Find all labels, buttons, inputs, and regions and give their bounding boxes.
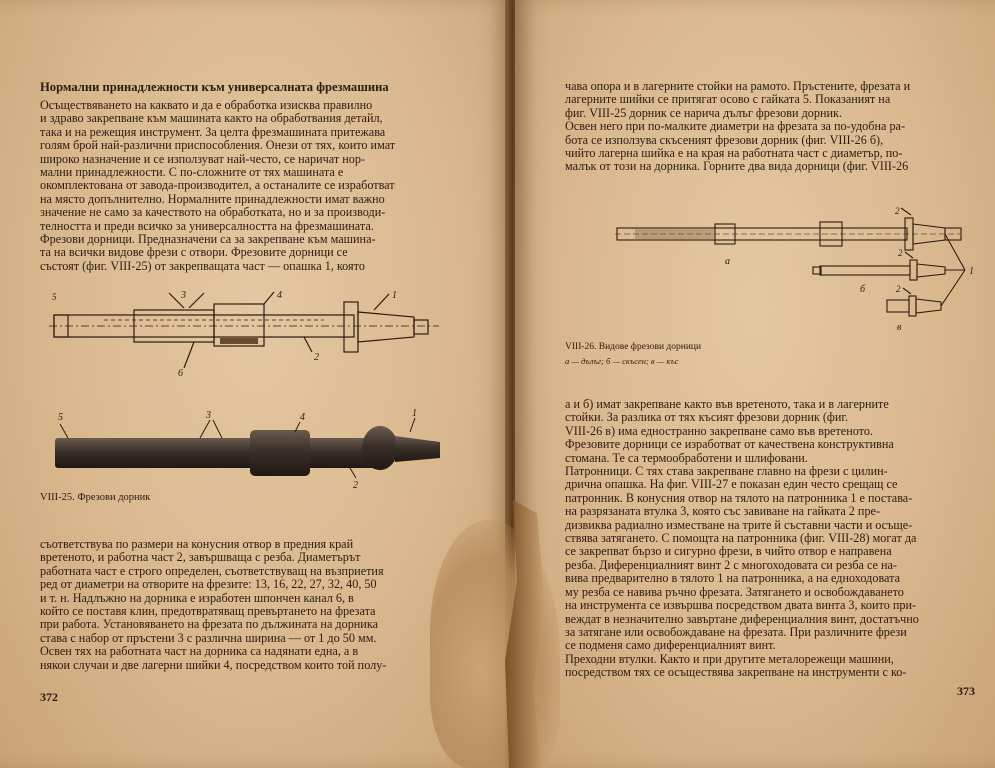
text-line: окомплектована от завода-производител, а останалите се изработват: [40, 179, 395, 193]
text-line: на място допълнително. Нормалните принадлежности имат важно: [40, 192, 385, 206]
text-line: лагерните шийки се притягат осово с гайката 5. Показаният на: [565, 93, 891, 107]
fig25-photo-label-3: 3: [206, 410, 211, 421]
text-line: дизвиква радиално изместване на трите й съставни части и осъще-: [565, 518, 913, 532]
text-line: и т. н. Надлъжно на дорника е изработен шпончен канал 6, в: [40, 591, 354, 605]
text-line: съответствува по размери на конусния отвор в предния край: [40, 538, 354, 551]
fig25-photo-label-2: 2: [353, 480, 358, 491]
text-line: посредством тях се осъществява закрепване на инструменти с ко-: [565, 666, 907, 680]
right-page: [515, 0, 995, 768]
text-line: състоят (фиг. VIII-25) от закрепващата част — опашка 1, която: [40, 259, 365, 273]
text-line: веждат в незначително завъртане диференциалния винт, достатъчно: [565, 612, 919, 626]
text-line: чийто лагерна шийка е на края на работната част с диаметър, по-: [565, 147, 903, 161]
text-line: та на всички видове фрези с отвори. Фрезовите дорници се: [40, 246, 348, 260]
fig25-photo-label-5: 5: [58, 412, 63, 423]
fig26-label-2a: 2: [895, 206, 900, 216]
text-line: чава опора и в лагерните стойки на рамото. Пръстените, фрезата и: [565, 80, 911, 93]
left-text-bottom: [40, 538, 466, 672]
fig26-label-a: а: [725, 256, 730, 267]
text-line: се подменя само диференциалният винт.: [565, 639, 776, 653]
text-line: Преходни втулки. Както и при другите металорежещи машини,: [565, 652, 894, 666]
fig25-photo-label-1: 1: [412, 408, 417, 419]
text-line: патронник. В конусния отвор на тялото на патронника 1 е постава-: [565, 491, 913, 505]
left-text-top: [40, 99, 460, 273]
text-line: VIII-26 в) има едностранно закрепване само във вретеното.: [565, 424, 873, 438]
fig26-label-2b: 2: [898, 248, 903, 258]
text-line: бота се използува скъсеният фрезови дорник (фиг. VIII-26 б),: [565, 133, 884, 147]
short-arbor: [887, 300, 909, 312]
text-line: за затягане или освобождаване на фрезата. При различните фрези: [565, 625, 907, 639]
fig25-label-5: 5: [52, 292, 57, 302]
text-line: резба. Диференциалният винт 2 с многоходовата си резба се на-: [565, 558, 897, 572]
shortened-arbor: [820, 266, 910, 275]
figure-viii-25-drawing: [44, 290, 464, 390]
text-line: стойки. За разлика от тях късият фрезови дорник (фиг.: [565, 411, 849, 425]
text-line: Освен тях на работната част на дорника са надянати една, а в: [40, 645, 359, 659]
text-line: работната част е строго определен, съответствуващ на възприетия: [40, 564, 384, 578]
right-text-top: [565, 80, 985, 174]
page-number-right: 373: [957, 684, 975, 698]
text-line: голям брой най-различни приспособления. Онези от тях, които имат: [40, 139, 396, 153]
text-line: Фрезови дорници. Предназначени са за закрепване към машина-: [40, 233, 376, 247]
figure-viii-26-subcaption: а — дълъг; б — скъсен; в — къс: [565, 356, 679, 366]
text-line: при работа. Установяването на фрезата по дължината на дорника: [40, 618, 378, 632]
figure-viii-26-drawing: [615, 206, 985, 333]
text-line: му резба се навива ръчно фрезата. Затягането и освобождаването: [565, 585, 904, 599]
text-line: вретеното, и работна част 2, завършваща с резба. Диаметърът: [40, 551, 361, 565]
text-line: ред от диаметри на отворите на фрезите: 13, 16, 22, 27, 32, 40, 50: [40, 578, 377, 592]
right-text-bottom: [565, 398, 985, 680]
page-number-left: 372: [40, 690, 58, 704]
text-line: дрична опашка. На фиг. VIII-27 е показан един често срещащ се: [565, 478, 898, 492]
text-line: който се поставя клин, предотвратяващ превъртането на фрезата: [40, 605, 376, 619]
text-line: става с набор от пръстени 3 с различна ширина — от 1 до 50 мм.: [40, 631, 377, 645]
text-line: значение не само за качеството на обработката, но и за производи-: [40, 206, 386, 220]
fig26-label-b: б: [860, 284, 866, 295]
text-line: така и на режещия инструмент. За целта фрезмашината притежава: [40, 125, 386, 139]
text-line: мални принадлежности. С по-сложните от тях машината е: [40, 166, 344, 180]
text-line: Освен него при по-малките диаметри на фрезата за по-удобна ра-: [565, 120, 906, 134]
text-line: и здраво закрепване към машината както на обработвания детайл,: [40, 112, 383, 126]
text-line: на инструмента се извършва посредством двата винта 3, които при-: [565, 599, 917, 613]
fig25-label-2: 2: [314, 352, 319, 363]
text-line: някои случаи и две лагерни шийки 4, посредством които той полу-: [40, 658, 387, 672]
text-line: вива предварително в тялото 1 на патронника, а на едноходовата: [565, 572, 901, 586]
fig25-label-6: 6: [178, 368, 183, 379]
text-line: фиг. VIII-25 дорник се нарича дълъг фрезови дорник.: [565, 106, 842, 120]
fig25-label-3: 3: [181, 290, 186, 301]
text-line: Фрезовите дорници се изработват от качествена конструктивна: [565, 438, 894, 452]
section-heading: Нормални принадлежности към универсалната фрезмашина: [40, 80, 389, 94]
fig25-label-1: 1: [392, 290, 397, 301]
fig25-photo-label-4: 4: [300, 412, 305, 423]
text-line: на разрязаната втулка 3, която със завиване на гайката 2 пре-: [565, 505, 881, 519]
text-line: Патронници. С тях става закрепване главно на фрези с цилин-: [565, 465, 888, 479]
text-line: се закрепват бързо и сигурно фрези, в чийто отвор е направена: [565, 545, 892, 559]
figure-viii-25-photo: [50, 402, 450, 492]
fig26-label-2c: 2: [896, 284, 901, 294]
figure-viii-26-caption: VIII-26. Видове фрезови дорници: [565, 342, 702, 352]
fig26-label-1: 1: [969, 266, 974, 277]
text-line: ствява затягането. С помощта на патронника (фиг. VIII-28) могат да: [565, 532, 917, 546]
text-line: широко назначение и се използуват най-често, се наричат нор-: [40, 152, 365, 166]
fig25-label-4: 4: [277, 290, 282, 301]
figure-viii-25-caption: VIII-25. Фрезови дорник: [40, 492, 151, 503]
text-line: телността и преди всичко за универсалността на фрезмашината.: [40, 219, 374, 233]
fig26-label-v: в: [897, 322, 902, 333]
text-line: малък от този на дорника. Горните два вида дорници (фиг. VIII-26: [565, 160, 909, 174]
text-line: а и б) имат закрепване както във вретеното, така и в лагерните: [565, 398, 889, 411]
text-line: Осъществяването на каквато и да е обработка изисква правилно: [40, 99, 373, 112]
text-line: стомана. Те са термообработени и шлифовани.: [565, 451, 808, 465]
